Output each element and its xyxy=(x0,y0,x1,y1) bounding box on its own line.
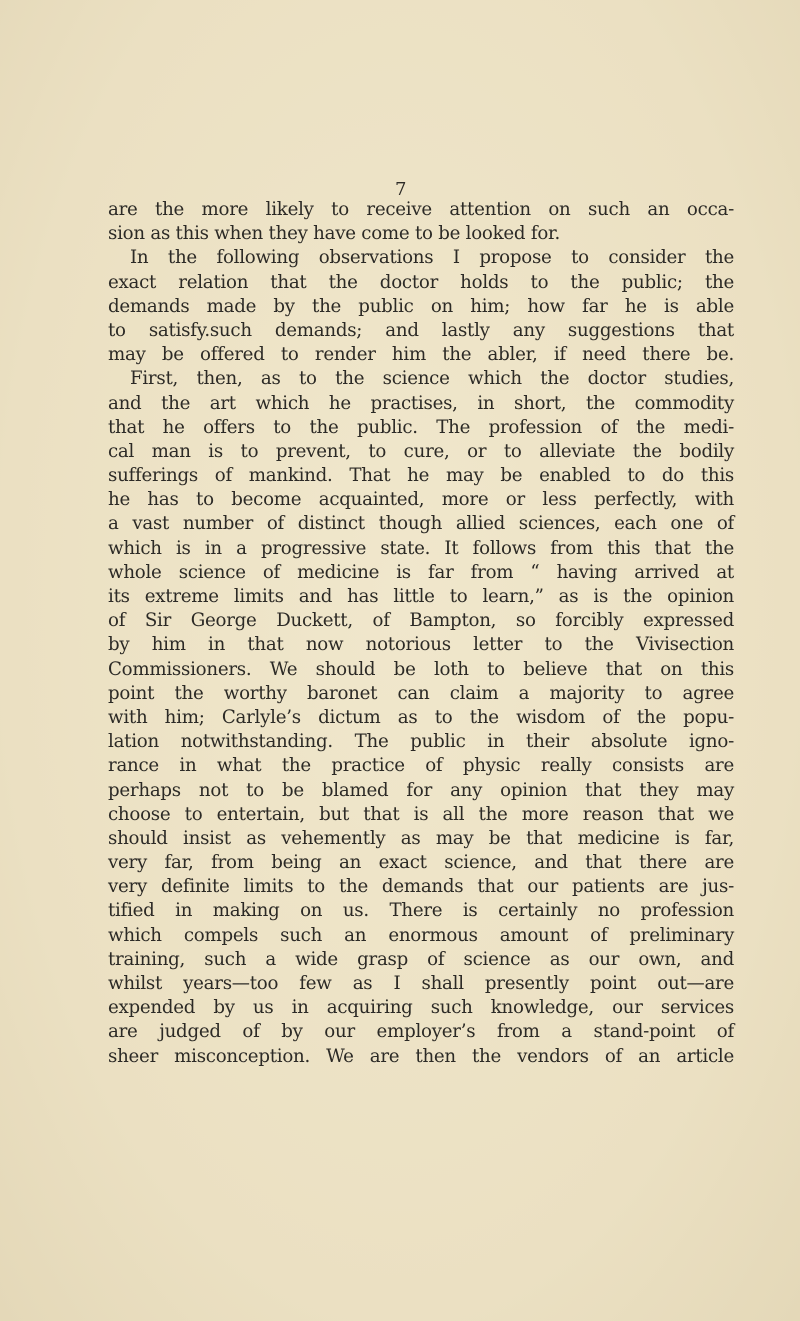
text-line: of Sir George Duckett, of Bampton, so forcibly expressed xyxy=(108,610,734,632)
text-line: training, such a wide grasp of science as our own, and xyxy=(108,948,734,970)
text-line: are the more likely to receive attention on such an occa- xyxy=(108,199,734,220)
text-line: cal man is to prevent, to cure, or to alleviate the bodily xyxy=(108,440,734,462)
text-line: to satisfy.such demands; and lastly any suggestions that xyxy=(108,319,734,341)
text-line: whilst years—too few as I shall presently point out—are xyxy=(108,973,734,994)
text-line: which compels such an enormous amount of preliminary xyxy=(108,924,734,946)
text-line: may be offered to render him the abler, if need there be. xyxy=(108,344,734,366)
text-line: exact relation that the doctor holds to the public; the xyxy=(108,271,734,293)
body-text xyxy=(108,198,734,1069)
text-line: sheer misconception. We are then the vendors of an article xyxy=(108,1045,734,1067)
text-line: rance in what the practice of physic really consists are xyxy=(108,755,734,777)
text-line: tified in making on us. There is certainly no profession xyxy=(108,900,734,922)
text-line: Commissioners. We should be loth to believe that on this xyxy=(108,658,734,680)
text-line: with him; Carlyle’s dictum as to the wisdom of the popu- xyxy=(108,706,734,728)
text-line: point the worthy baronet can claim a majority to agree xyxy=(108,682,734,704)
text-line: should insist as vehemently as may be that medicine is far, xyxy=(108,827,734,849)
text-line: expended by us in acquiring such knowledge, our services xyxy=(108,997,734,1019)
text-line: First, then, as to the science which the doctor studies, xyxy=(130,368,734,390)
text-line: very definite limits to the demands that our patients are jus- xyxy=(108,876,734,898)
text-line: whole science of medicine is far from “ having arrived at xyxy=(108,561,734,583)
text-line: and the art which he practises, in short, the commodity xyxy=(108,392,734,414)
text-line: demands made by the public on him; how far he is able xyxy=(108,295,734,317)
text-line: lation notwithstanding. The public in their absolute igno- xyxy=(108,731,734,753)
page-number: 7 xyxy=(395,179,407,200)
text-line: a vast number of distinct though allied sciences, each one of xyxy=(108,513,734,535)
text-line: In the following observations I propose to consider the xyxy=(130,247,734,269)
text-line: sufferings of mankind. That he may be enabled to do this xyxy=(108,465,734,487)
text-line: its extreme limits and has little to learn,” as is the opinion xyxy=(108,586,734,607)
text-line: very far, from being an exact science, and that there are xyxy=(108,852,734,874)
text-line: sion as this when they have come to be looked for. xyxy=(108,223,560,245)
text-line: he has to become acquainted, more or less perfectly, with xyxy=(108,489,734,511)
text-line: choose to entertain, but that is all the more reason that we xyxy=(108,803,734,825)
text-line: are judged of by our employer’s from a stand-point of xyxy=(108,1021,734,1043)
text-line: that he offers to the public. The profession of the medi- xyxy=(108,416,734,438)
text-line: perhaps not to be blamed for any opinion that they may xyxy=(108,779,734,801)
text-line: by him in that now notorious letter to the Vivisection xyxy=(108,634,734,656)
text-line: which is in a progressive state. It follows from this that the xyxy=(108,537,734,559)
